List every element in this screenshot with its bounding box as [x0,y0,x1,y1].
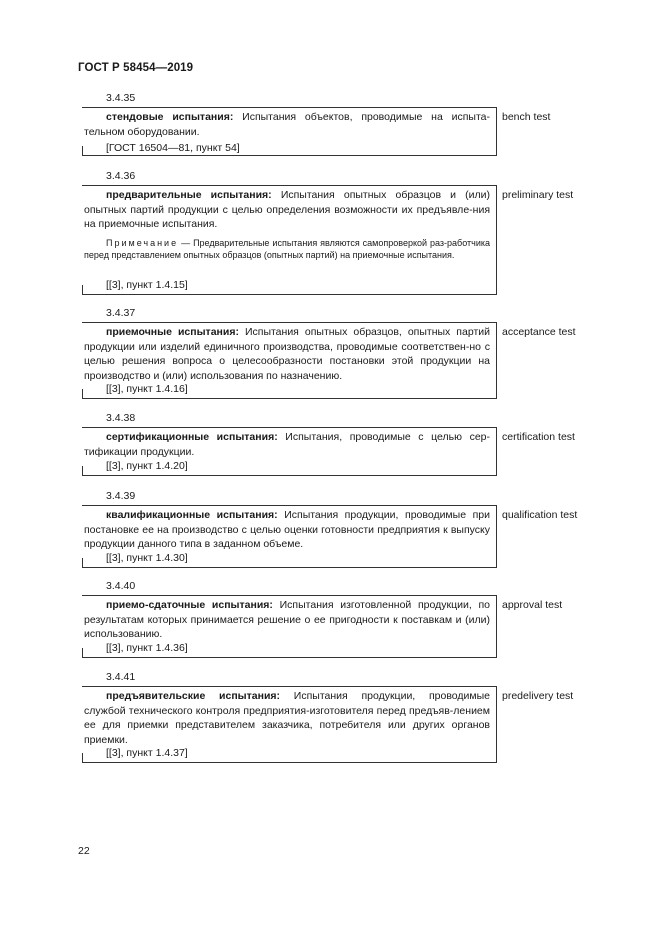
term-name: сертификационные испытания: [106,431,278,443]
term-definition [84,430,490,459]
clause-number: 3.4.40 [106,580,136,592]
term-definition [84,598,490,642]
definition-text: Испытания объектов, проводимые на испыта-тельном оборудовании. [84,111,490,138]
term-definition [84,508,490,552]
english-term: qualification test [502,509,578,521]
term-name: приемо-сдаточные испытания: [106,599,273,611]
english-term: predelivery test [502,690,574,702]
term-source: [[3], пункт 1.4.37] [106,747,188,759]
clause-number: 3.4.41 [106,671,136,683]
term-source: [[3], пункт 1.4.36] [106,642,188,654]
term-definition [84,188,490,232]
term-name: квалификационные испытания: [106,509,278,521]
english-term: acceptance test [502,326,576,338]
term-source: [[3], пункт 1.4.16] [106,383,188,395]
term-definition [84,689,490,747]
definition-text: Испытания опытных образцов, опытных партий продукции или изделий единичного производства, проводимые соответствен-но с целью решения вопроса о целесообразности постановки этой продукции на производство и (или) использования по назначению. [84,326,490,382]
note-label: Примечание [106,238,179,248]
clause-number: 3.4.37 [106,307,136,319]
term-note [84,237,490,261]
english-term: certification test [502,431,575,443]
clause-number: 3.4.38 [106,412,136,424]
definition-text: Испытания, проводимые с целью сер-тификации продукции. [84,431,491,458]
term-source: [[3], пункт 1.4.20] [106,460,188,472]
term-source: [ГОСТ 16504—81, пункт 54] [106,142,240,154]
term-source: [[3], пункт 1.4.30] [106,552,188,564]
clause-number: 3.4.35 [106,92,136,104]
term-name: предварительные испытания: [106,189,272,201]
term-definition [84,110,490,139]
definition-text: Испытания продукции, проводимые службой технического контроля предприятия-изготовителя перед предъяв-лением ее для приемки представителем заказчика, потребителя или других органов приемки. [84,690,490,746]
english-term: bench test [502,111,551,123]
term-definition [84,325,490,383]
standard-header: ГОСТ Р 58454—2019 [78,62,194,74]
definition-text: Испытания опытных образцов и (или) опытных партий продукции с целью определения возможности их предъявле-ния на приемочные испытания. [84,189,490,230]
english-term: approval test [502,599,563,611]
english-term: preliminary test [502,189,574,201]
definition-text: Испытания продукции, проводимые при постановке ее на производство с целью оценки готовности предприятия к выпуску продукции данного типа в заданном объеме. [84,509,490,550]
term-source: [[3], пункт 1.4.15] [106,279,188,291]
clause-number: 3.4.39 [106,490,136,502]
term-name: стендовые испытания: [106,111,234,123]
definition-text: Испытания изготовленной продукции, по результатам которых принимается решение о ее пригодности к поставкам и (или) использованию. [84,599,490,640]
page-number: 22 [78,845,90,857]
note-text: — Предварительные испытания являются самопроверкой раз-работчика перед представлением опытных образцов (опытных партий) на приемочные испытания. [84,238,490,260]
term-name: приемочные испытания: [106,326,239,338]
clause-number: 3.4.36 [106,170,136,182]
term-name: предъявительские испытания: [106,690,281,702]
